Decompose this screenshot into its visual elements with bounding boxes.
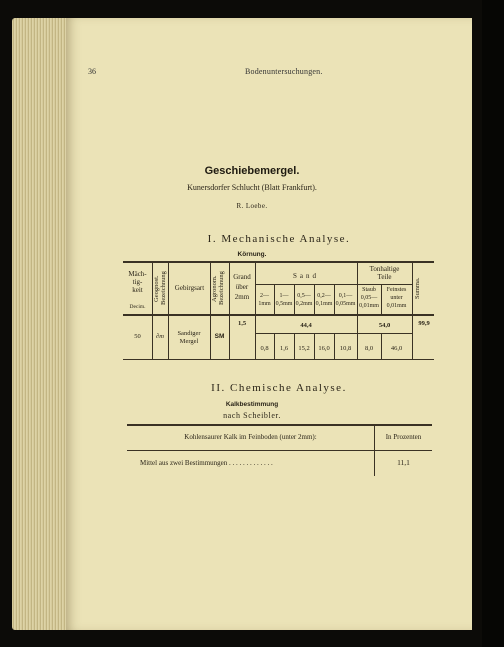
value-sand-total: 44,4 — [300, 322, 312, 329]
value-sand-3: 15,2 — [298, 345, 310, 352]
col-agronom: Agronom. Bezeichnung — [211, 271, 225, 306]
sand-sub-5: 0,1— 0,05mm — [335, 293, 356, 307]
sand-sub-1: 2— 1mm — [258, 293, 271, 307]
col-summa: Summa. — [414, 277, 421, 300]
col-gebirgsart: Gebirgsart — [174, 284, 205, 292]
page-title: Geschiebemergel. — [204, 165, 300, 177]
section-chemical-subheading: Kalkbestimmung — [225, 401, 279, 408]
section-mechanical-subheading: Körnung. — [237, 251, 267, 258]
col-tonhaltige: Tonhaltige Teile — [369, 265, 400, 281]
value-sand-4: 16,0 — [318, 345, 330, 352]
col-sand: Sand — [293, 272, 319, 280]
sand-sub-3: 0,5— 0,2mm — [295, 293, 313, 307]
col-geognost: Geognost. Bezeichnung — [153, 271, 167, 306]
running-head: Bodenuntersuchungen. — [245, 67, 323, 76]
ton-sub-1: Staub 0,05— 0,01mm — [359, 287, 379, 309]
kalk-row-label: Mittel aus zwei Bestimmungen . . . . . . . . . . . . . — [140, 459, 273, 467]
value-ton-2: 46,0 — [390, 345, 403, 352]
value-gebirgsart: Sandiger Mergel — [177, 330, 201, 345]
value-summa: 99,9 — [418, 320, 430, 327]
value-sand-5: 10,8 — [339, 345, 352, 352]
page-number: 36 — [88, 67, 96, 76]
book-page-edges — [12, 18, 72, 630]
sand-sub-4: 0,2— 0,1mm — [315, 293, 333, 307]
value-grand: 1,5 — [237, 320, 247, 327]
value-geognost: ∂m — [156, 333, 164, 340]
kalk-header-unit: In Prozenten — [385, 433, 422, 441]
ton-sub-2: Feinstes unter 0,01mm — [386, 287, 407, 309]
value-ton-1: 8,0 — [364, 345, 374, 352]
value-sand-1: 0,8 — [260, 345, 269, 352]
value-ton-total: 54,0 — [378, 322, 391, 329]
location: Kunersdorfer Schlucht (Blatt Frankfurt). — [187, 183, 317, 192]
col-maechtigkeit: Mäch- tig- keit — [128, 270, 147, 294]
sand-sub-2: 1— 0,5mm — [275, 293, 293, 307]
kalk-header-label: Kohlensaurer Kalk im Feinboden (unter 2mm): — [184, 433, 317, 441]
value-sand-2: 1,6 — [279, 345, 289, 352]
section-mechanical-heading: I. Mechanische Analyse. — [207, 233, 351, 245]
section-chemical-method: nach Scheibler. — [223, 411, 281, 420]
col-maechtigkeit-unit: Decim. — [129, 304, 146, 310]
author: R. Loebe. — [236, 202, 268, 210]
right-shadow — [482, 0, 504, 647]
value-agronom: SM — [214, 333, 225, 340]
value-maechtigkeit: 50 — [134, 333, 141, 340]
col-grand: Grand über 2mm — [233, 273, 251, 301]
section-chemical-heading: II. Chemische Analyse. — [211, 382, 347, 394]
kalk-row-value: 11,1 — [397, 458, 410, 467]
